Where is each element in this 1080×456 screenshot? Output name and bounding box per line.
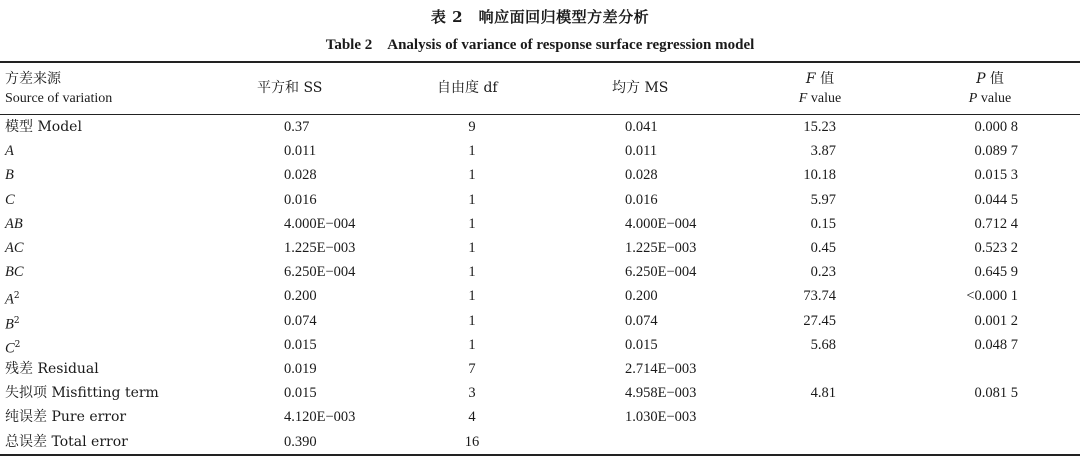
header-df: 自由度 df [437, 80, 498, 96]
table-row [0, 188, 1080, 212]
source-exponent: 2 [14, 339, 21, 350]
cell-source [5, 409, 126, 425]
header-ms: 均方 MS [612, 80, 669, 96]
cell-p: 0.712 4 [974, 215, 1018, 232]
cell-df: 1 [468, 143, 476, 160]
cell-source [5, 361, 99, 377]
cell-source [5, 216, 23, 232]
cell-f: 5.97 [810, 191, 836, 208]
source-exponent: 2 [13, 315, 20, 326]
cell-df: 16 [464, 433, 480, 450]
cell-ms: 2.714E−003 [625, 361, 697, 377]
cell-f: 0.23 [810, 264, 836, 281]
cell-ss: 0.015 [284, 336, 317, 353]
cell-ms: 1.225E−003 [625, 240, 697, 256]
cell-ms: 0.011 [625, 143, 658, 160]
header-p-value [945, 70, 1035, 108]
cell-p: 0.081 5 [974, 385, 1018, 402]
cell-f: 0.15 [810, 215, 836, 232]
cell-f: 73.74 [803, 288, 836, 305]
cell-ms: 1.030E−003 [625, 409, 697, 426]
cell-p: 0.089 7 [974, 143, 1018, 160]
cell-source [5, 264, 24, 280]
table-row [0, 333, 1080, 357]
source-factor: BC [5, 264, 24, 281]
header-p-symbol: P [976, 71, 986, 87]
header-p-en: value [977, 91, 1012, 106]
cell-ms: 0.041 [625, 119, 658, 135]
cell-p: 0.645 9 [974, 264, 1018, 281]
header-source-cn: 方差来源 [5, 71, 61, 87]
cell-ss: 0.011 [284, 143, 317, 160]
cell-source [5, 337, 20, 357]
cell-p: 0.048 7 [974, 336, 1018, 353]
cell-ss: 1.225E−003 [284, 240, 356, 256]
cell-df: 1 [468, 288, 476, 305]
cell-ms: 4.000E−004 [625, 215, 697, 232]
cell-source [5, 192, 15, 208]
table-row [0, 260, 1080, 284]
cell-source [5, 119, 82, 135]
source-label: 模型 Model [5, 119, 82, 135]
cell-f: 15.23 [803, 119, 836, 135]
table-row [0, 357, 1080, 381]
cell-ss: 6.250E−004 [284, 264, 356, 281]
source-factor: AC [5, 240, 24, 256]
source-factor: C [5, 191, 15, 208]
cell-ms: 4.958E−003 [625, 385, 697, 402]
source-label: 残差 Residual [5, 361, 99, 377]
cell-ss: 0.200 [284, 288, 317, 305]
cell-df: 4 [468, 409, 476, 426]
cell-ss: 0.390 [284, 433, 317, 450]
source-factor: A [5, 292, 14, 309]
cell-df: 1 [468, 191, 476, 208]
table-caption-en: Table 2 Analysis of variance of response surface regression model [325, 37, 755, 53]
cell-df: 7 [468, 361, 476, 377]
header-f-en: value [807, 91, 842, 106]
cell-f: 10.18 [803, 167, 836, 184]
cell-f: 27.45 [803, 312, 836, 329]
cell-df: 1 [468, 167, 476, 184]
top-rule [0, 61, 1080, 63]
header-source-en: Source of variation [5, 91, 113, 106]
source-factor: C [5, 340, 15, 357]
source-label: 失拟项 Misfitting term [5, 385, 159, 402]
source-exponent: 2 [13, 291, 20, 302]
cell-p: <0.000 1 [966, 288, 1018, 305]
cell-p: 0.001 2 [974, 312, 1018, 329]
cell-source [5, 143, 14, 159]
header-f-value [775, 70, 865, 108]
cell-df: 1 [468, 312, 476, 329]
source-label: 纯误差 Pure error [5, 409, 127, 426]
cell-p: 0.523 2 [974, 240, 1018, 256]
table-row [0, 139, 1080, 163]
cell-f: 0.45 [810, 240, 836, 256]
cell-source [5, 240, 24, 256]
cell-ss: 0.028 [284, 167, 317, 184]
cell-p: 0.000 8 [974, 119, 1018, 135]
table-row [0, 309, 1080, 333]
source-factor: AB [5, 215, 23, 232]
header-source [5, 70, 112, 108]
cell-df: 9 [468, 119, 476, 135]
cell-df: 1 [468, 264, 476, 281]
cell-ss: 0.37 [284, 119, 310, 135]
cell-df: 1 [468, 240, 476, 256]
table-caption-cn: 表 2 响应面回归模型方差分析 [430, 8, 650, 26]
cell-f: 5.68 [810, 336, 836, 353]
bottom-rule [0, 454, 1080, 456]
table-row [0, 381, 1080, 405]
cell-f: 4.81 [810, 385, 836, 402]
cell-ms: 0.015 [625, 336, 658, 353]
cell-p: 0.015 3 [974, 167, 1018, 184]
table-row [0, 115, 1080, 139]
cell-source [5, 434, 128, 450]
cell-p: 0.044 5 [974, 191, 1018, 208]
cell-ss: 0.016 [284, 191, 317, 208]
header-p-cn: 值 [985, 71, 1004, 87]
cell-df: 1 [468, 215, 476, 232]
cell-ss: 4.120E−003 [284, 409, 356, 426]
source-factor: B [5, 167, 14, 184]
header-p-symbol-en: P [968, 91, 978, 106]
cell-source [5, 288, 20, 308]
cell-df: 3 [468, 385, 476, 402]
header-f-symbol: F [805, 71, 816, 87]
header-f-symbol-en: F [798, 91, 808, 106]
header-f-cn: 值 [815, 71, 835, 87]
cell-ms: 6.250E−004 [625, 264, 697, 281]
cell-ss: 0.074 [284, 312, 317, 329]
cell-source [5, 313, 20, 333]
source-factor: B [5, 316, 14, 333]
table-row [0, 212, 1080, 236]
source-label: 总误差 Total error [5, 433, 128, 450]
header-ss: 平方和 SS [257, 80, 323, 96]
cell-f: 3.87 [810, 143, 836, 160]
cell-ms: 0.200 [625, 288, 658, 305]
table-row [0, 405, 1080, 429]
source-factor: A [5, 143, 14, 160]
cell-source [5, 385, 159, 401]
cell-ss: 0.019 [284, 361, 317, 377]
cell-ms: 0.016 [625, 191, 658, 208]
cell-ms: 0.028 [625, 167, 658, 184]
cell-source [5, 167, 14, 183]
cell-df: 1 [468, 336, 476, 353]
table-row [0, 236, 1080, 260]
cell-ss: 0.015 [284, 385, 317, 402]
cell-ms: 0.074 [625, 312, 658, 329]
table-row [0, 284, 1080, 308]
table-row [0, 163, 1080, 187]
table-row [0, 430, 1080, 454]
cell-ss: 4.000E−004 [284, 215, 356, 232]
